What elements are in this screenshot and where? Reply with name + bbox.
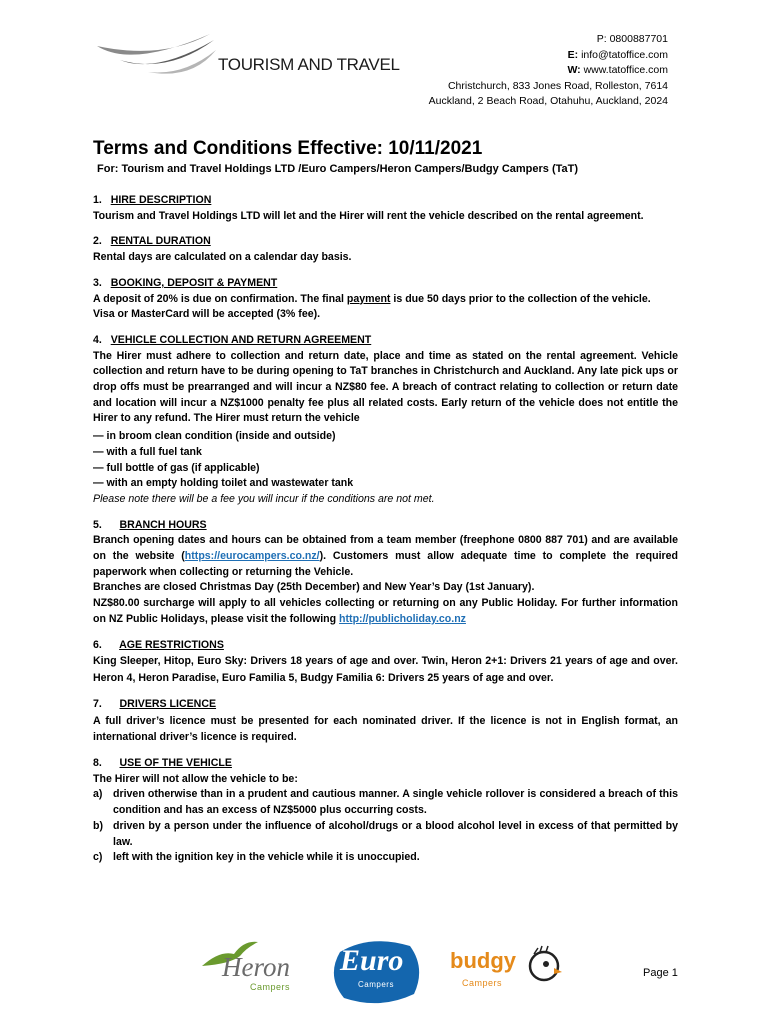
list-item: c) left with the ignition key in the vehicle while it is unoccupied. xyxy=(93,851,420,864)
section-heading: 8. USE OF THE VEHICLE xyxy=(93,756,232,769)
list-item: a) driven otherwise than in a prudent and cautious manner. A single vehicle rollover is considered a breach of this condition and has an excess of NZ$5000 plus occurring costs. xyxy=(93,788,678,817)
heron-logo: Heron Campers xyxy=(200,936,310,996)
section-heading: 2. RENTAL DURATION xyxy=(93,235,211,248)
section-heading: 7. DRIVERS LICENCE xyxy=(93,698,217,711)
section-heading: 4. VEHICLE COLLECTION AND RETURN AGREEMENT xyxy=(93,333,372,346)
section-heading: 6. AGE RESTRICTIONS xyxy=(93,638,224,651)
section-text: NZ$80.00 surcharge will apply to all vehicles collecting or returning on any Public Holiday. For further information on NZ Public Holidays, please visit the following http://publicholiday.co.nz xyxy=(93,597,678,625)
list-item: — full bottle of gas (if applicable) xyxy=(93,461,260,474)
section-text: Tourism and Travel Holdings LTD will let and the Hirer will rent the vehicle described on the rental agreement. xyxy=(93,209,644,222)
contact-block xyxy=(348,32,668,110)
section-heading: 5. BRANCH HOURS xyxy=(93,518,207,531)
publicholiday-link[interactable]: http://publicholiday.co.nz xyxy=(339,612,466,625)
web-link[interactable]: www.tatoffice.com xyxy=(583,64,668,77)
section-heading: 3. BOOKING, DEPOSIT & PAYMENT xyxy=(93,276,278,289)
page-number: Page 1 xyxy=(643,967,678,979)
page-title: Terms and Conditions Effective: 10/11/2021 xyxy=(93,138,483,159)
section-text: The Hirer will not allow the vehicle to be: xyxy=(93,772,298,785)
list-item: b) driven by a person under the influence of alcohol/drugs or a blood alcohol level in excess of that permitted by law. xyxy=(93,819,678,848)
phone-number: 0800887701 xyxy=(609,33,668,45)
euro-logo: Euro Campers xyxy=(330,938,422,1006)
payment-link[interactable]: payment xyxy=(346,292,391,305)
section-text: Branches are closed Christmas Day (25th December) and New Year’s Day (1st January). xyxy=(93,581,535,594)
section-text: Visa or MasterCard will be accepted (3% fee). xyxy=(93,308,321,321)
budgy-logo: budgy Campers xyxy=(450,948,570,996)
list-item: — with a full fuel tank xyxy=(93,445,202,458)
web-line: W: www.tatoffice.com xyxy=(567,64,668,77)
email-line: E: info@tatoffice.com xyxy=(567,48,668,61)
section-text: A deposit of 20% is due on confirmation. The final payment is due 50 days prior to the collection of the vehicle. xyxy=(93,292,651,305)
eurocampers-link[interactable]: https://eurocampers.co.nz/ xyxy=(184,550,320,563)
section-heading: 1. HIRE DESCRIPTION xyxy=(93,194,212,206)
tourism-travel-logo-icon xyxy=(92,24,218,80)
brand-name: TOURISM AND TRAVEL xyxy=(218,55,400,74)
list-item: — with an empty holding toilet and wastewater tank xyxy=(93,477,354,490)
section-text: King Sleeper, Hitop, Euro Sky: Drivers 18 years of age and over. Twin, Heron 2+1: Drivers 21 years of age and over. Heron 4, Heron Paradise, Euro Familia 5, Budgy Familia 6: Drivers 25 years of age and over. xyxy=(93,655,678,685)
phone-line: P: 0800887701 xyxy=(596,33,668,45)
section-note: Please note there will be a fee you will incur if the conditions are not met. xyxy=(93,492,435,505)
email-link[interactable]: info@tatoffice.com xyxy=(581,48,668,61)
section-text: The Hirer must adhere to collection and return date, place and time as stated on the rental agreement. Vehicle collection and return have to be during opening to TaT branches in Christchurch and Auckland. Any late pick ups or drop offs must be prearranged and will incur a NZ$80 fee. A breach of contract relating to collection or return date and location will incur a NZ$1000 penalty fee plus all related costs. Early return of the vehicle does not entitle the Hirer to any refund. The Hirer must return the vehicle xyxy=(93,349,678,425)
section-text: A full driver’s licence must be presented for each nominated driver. If the licence is not in English format, an international driver’s licence is required. xyxy=(93,714,678,744)
section-text: Rental days are calculated on a calendar day basis. xyxy=(93,251,352,264)
address-auckland: Auckland, 2 Beach Road, Otahuhu, Auckland, 2024 xyxy=(428,95,668,108)
terms-content xyxy=(93,193,678,866)
list-item: — in broom clean condition (inside and outside) xyxy=(93,430,336,443)
page-subtitle: For: Tourism and Travel Holdings LTD /Euro Campers/Heron Campers/Budgy Campers (TaT) xyxy=(97,163,579,175)
section-text: Branch opening dates and hours can be obtained from a team member (freephone 0800 887 701) and are available on the website (https://eurocampers.co.nz/). Customers must allow adequate time to complete the required paperwork when collecting or returning the Vehicle. xyxy=(93,534,678,578)
address-christchurch: Christchurch, 833 Jones Road, Rolleston, 7614 xyxy=(447,79,668,92)
budgy-bird-icon xyxy=(524,944,564,984)
